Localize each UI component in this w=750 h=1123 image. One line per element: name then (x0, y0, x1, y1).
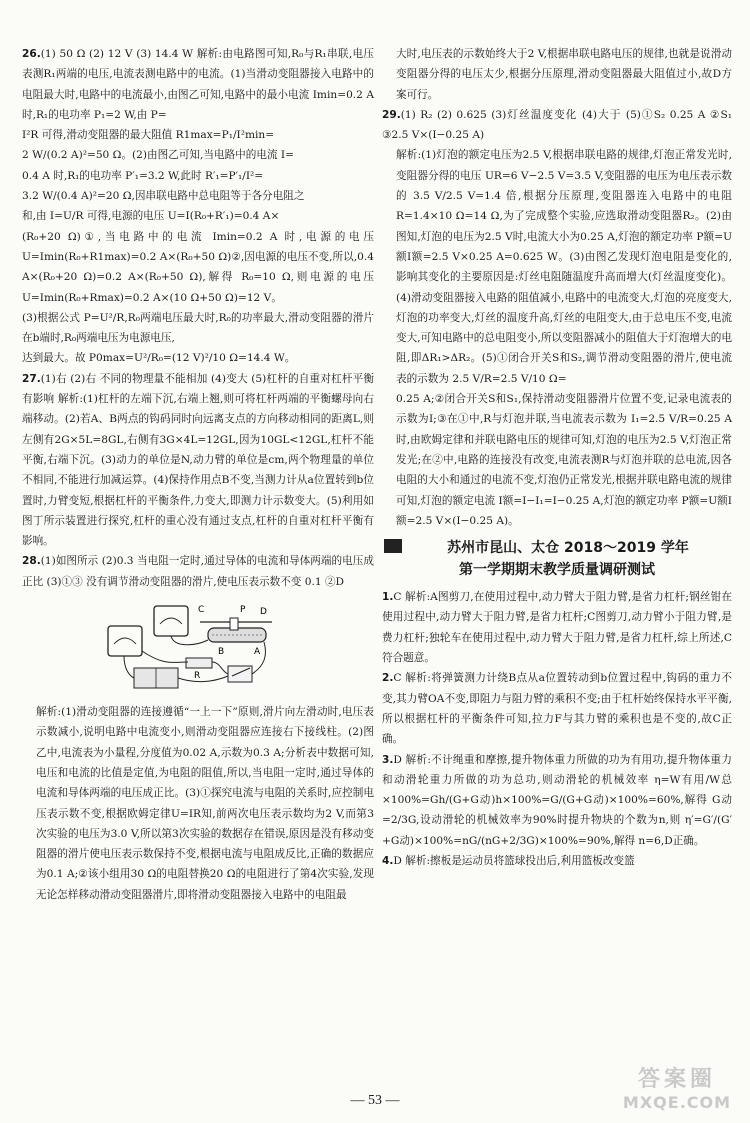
q29-para-1: 解析:(1)灯泡的额定电压为2.5 V,根据串联电路的规律,灯泡正常发光时,变阻器分得的电压 UR=6 V−2.5 V=3.5 V,变阻器的电压为电压表示数的 3.5 V/2.5 V=1.4 倍,根据分压原理,变阻器连入电路中的电阻 R=1.4×10 Ω=14 Ω,为了完成整个实验,应选取滑动变阻器R₂。(2)由图知,灯泡的电压为2.5 V时,电流大小为0.25 A,灯泡的额定功率 P额=U额I额=2.5 V×0.25 A=0.625 W。(3)由图乙发现灯泡电阻是变化的,影响其变化的主要原因是:灯丝电阻随温度升高而增大(灯丝温度变化)。(4)滑动变阻器接入电路的阻值减小,电路中的电流变大,灯泡的亮度变大,灯泡的功率变大,灯丝的温度升高,灯丝的电阻变大,由于总电压不变,电流变大,可知电路中的总电阻变小,所以变阻器减小的阻值大于灯泡增大的电阻,即ΔR₁>ΔR₂。(5)①闭合开关S和S₂,调节滑动变阻器的滑片,使电流表的示数为 2.5 V/R=2.5 V/10 Ω= (396, 149, 732, 385)
question-28 (22, 551, 374, 905)
circuit-diagram-svg (104, 596, 279, 696)
q27-para-0: 27.(1)右 (2)右 不同的物理量不能相加 (4)变大 (5)杠杆的自重对杠杆平衡有影响 解析:(1)杠杆的左端下沉,右端上翘,则可将杠杆两端的平衡螺母向右端移动。(2)若A、B两点的钩码同时向远离支点的方向移动相同的距离L,则左侧有2G×5L=8GL,右侧有3G×4L=12GL,因为10GL<12GL,杠杆不能平衡,右端下沉。(3)动力的单位是N,动力臂的单位是cm,两个物理量的单位不相同,不能进行加减运算。(4)保持作用点B不变,当测力计从a位置转到b位置时,力臂变短,根据杠杆的平衡条件,力变大,即测力计示数变大。(5)利用如图丁所示装置进行探究,杠杆的重心没有通过支点,杠杆的自重对杠杆平衡有影响。 (22, 372, 374, 548)
question-29 (382, 105, 732, 531)
figure-label-r: R (194, 671, 201, 682)
q26-para-5: 和,由 I=U/R 可得,电源的电压 U=I(R₀+R′₁)=0.4 A× (22, 210, 280, 223)
section-mark-icon (384, 539, 402, 553)
answer-1 (382, 587, 732, 668)
section-heading-line2: 第一学期期末教学质量调研测试 (459, 562, 655, 579)
answer-4-text: 4.D 解析:擦板是运动员将篮球投出后,利用篮板改变篮 (382, 854, 635, 867)
answer-1-number: 1. (382, 591, 394, 604)
watermark-line2: MXQE.COM (622, 1093, 732, 1112)
answer-2-text: 2.C 解析:将弹簧测力计绕B点从a位置转动到b位置过程中,钩码的重力不变,其力臂OA不变,即阻力与阻力臂的乘积不变;由于杠杆始终保持水平平衡,所以根据杠杆的平衡条件可知,拉力F与其力臂的乘积也是不变的,故C正确。 (382, 672, 732, 746)
left-column (22, 44, 374, 905)
answer-3 (382, 750, 732, 851)
section-heading (382, 537, 732, 581)
answer-3-text: 3.D 解析:不计绳重和摩擦,提升物体重力所做的功为有用功,提升物体重力和动滑轮重力所做的功为总功,则动滑轮的机械效率 η=W有用/W总×100%=Gh/(G+G动)h×100%=G/(G+G动)×100%=60%,解得 G动=2/3G,设动滑轮的机械效率为90%时提升物块的个数为n,则 η′=G′/(G′+G动)×100%=nG/(nG+2/3G)×100%=90%,解得 n=6,D正确。 (382, 753, 732, 847)
page-number: — 53 — (350, 1093, 400, 1108)
q26-para-6: (R₀+20 Ω)①,当电路中的电流 Imin=0.2 A 时,电源的电压 U=Imin(R₀+R1max)=0.2 A×(R₀+50 Ω)②,因电源的电压不变,所以,0.4 A×(R₀+20 Ω)=0.2 A×(R₀+50 Ω),解得 R₀=10 Ω,则电源的电压 U=Imin(R₀+Rmax)=0.2 A×(10 Ω+50 Ω)=12 V。 (22, 230, 374, 304)
circuit-diagram (104, 596, 279, 696)
q26-para-2: 2 W/(0.2 A)²=50 Ω。(2)由图乙可知,当电路中的电流 I= (22, 149, 294, 162)
q27-number: 27. (22, 372, 41, 385)
right-column (382, 44, 732, 871)
q26-para-4: 3.2 W/(0.4 A)²=20 Ω,因串联电路中总电阻等于各分电阻之 (22, 190, 305, 203)
voltmeter-shape (108, 626, 142, 656)
q28-intro: 28.(1)如图所示 (2)0.3 当电阻一定时,通过导体的电流和导体两端的电压成正比 (3)①③ 没有调节滑动变阻器的滑片,使电压表示数不变 0.1 ②D (22, 555, 374, 588)
answer-4 (382, 851, 732, 871)
q26-number: 26. (22, 48, 41, 60)
question-26 (22, 44, 374, 369)
ammeter-shape (154, 606, 188, 636)
answer-4-number: 4. (382, 854, 394, 867)
q29-para-2: 0.25 A;②闭合开关S和S₁,保持滑动变阻器滑片位置不变,记录电流表的示数为I;③在①中,R与灯泡并联,当电流表示数为 I₁=2.5 V/R=0.25 A时,由欧姆定律和并联电路电压的规律可知,灯泡的电压为2.5 V,灯泡正常发光;在②中,电路的连接没有改变,电流表测R与灯泡并联的总电流,因各电阻的大小和通过的电流不变,灯泡仍正常发光,根据并联电路电流的规律可知,灯泡的额定电流 I额=I−I₁=I−0.25 A,灯泡的额定功率 P额=U额I额=2.5 V×(I−0.25 A)。 (396, 393, 732, 527)
q29-para-0: 29.(1) R₂ (2) 0.625 (3)灯丝温度变化 (4)大于 (5)①S₂ 0.25 A ②S₁ ③2.5 V×(I−0.25 A) (382, 108, 732, 142)
watermark (612, 1067, 742, 1117)
q26-para-3: 0.4 A 时,R₁的电功率 P′₁=3.2 W,此时 R′₁=P′₁/I²= (22, 169, 264, 182)
answer-2-number: 2. (382, 672, 394, 685)
q26-para-8: 达到最大。故 P0max=U²/R₀=(12 V)²/10 Ω=14.4 W。 (22, 352, 296, 365)
q26-para-0: 26.(1) 50 Ω (2) 12 V (3) 14.4 W 解析:由电路图可知,R₀与R₁串联,电压表测R₁两端的电压,电流表测电路中的电流。(1)当滑动变阻器接入电路中的电阻最大时,电路中的电流最小,由图乙可知,电路中的最小电流 Imin=0.2 A 时,R₁的电功率 P₁=2 W,由 P= (22, 48, 374, 121)
q28-analysis-continued: 大时,电压表的示数始终大于2 V,根据串联电路电压的规律,也就是说滑动变阻器分得的电压太少,根据分压原理,滑动变阻器最大阻值过小,故D方案可行。 (396, 48, 732, 101)
q28-number: 28. (22, 555, 41, 568)
figure-label-p: P (240, 605, 246, 616)
q26-para-1: I²R 可得,滑动变阻器的最大阻值 R1max=P₁/I²min= (22, 129, 275, 142)
section-heading-line1: 苏州市昆山、太仓 2018～2019 学年 (447, 540, 689, 557)
q28-analysis: 解析:(1)滑动变阻器的连接遵循“一上一下”原则,滑片向左滑动时,电压表示数减小,说明电路中电流变小,则滑动变阻器应连接右下接线柱。(2)图乙中,电流表为小量程,分度值为0.02 A,示数为0.3 A;分析表中数据可知,电压和电流的比值是定值,为电阻的阻值,所以,当电阻一定时,通过导体的电流和导体两端的电压成正比。(3)①探究电流与电阻的关系时,应控制电压表示数不变,根据欧姆定律U=IR知,前两次电压表示数均为2 V,而第3次实验的电压为3.0 V,所以第3次实验的数据存在错误,原因是没有移动变阻器的滑片使电压表示数保持不变,根据电流与电阻成反比,正确的数据应为0.1 A;②该小组用30 Ω的电阻替换20 Ω的电阻进行了第4次实验,发现无论怎样移动滑动变阻器滑片,即将滑动变阻器接入电路中的电阻最 (36, 706, 374, 901)
figure-label-c: C (198, 605, 205, 616)
resistor-shape (186, 658, 212, 668)
answer-1-text: 1.C 解析:A图剪刀,在使用过程中,动力臂大于阻力臂,是省力杠杆;钢丝钳在使用过程中,动力臂大于阻力臂,是省力杠杆;C图剪刀,动力臂小于阻力臂,是费力杠杆;独轮车在使用过程中,动力臂大于阻力臂,是省力杠杆,综上所述,C符合题意。 (382, 591, 732, 665)
watermark-line1: 答案圈 (637, 1067, 716, 1092)
answer-3-number: 3. (382, 753, 394, 766)
q29-number: 29. (382, 108, 401, 121)
figure-label-d: D (260, 607, 267, 618)
figure-label-b: B (218, 647, 225, 658)
question-27 (22, 369, 374, 552)
figure-label-a: A (254, 647, 261, 658)
answer-2 (382, 668, 732, 749)
question-28-continued (382, 44, 732, 105)
q26-para-7: (3)根据公式 P=U²/R,R₀两端电压最大时,R₀的功率最大,滑动变阻器的滑片在b端时,R₀两端电压为电源电压, (22, 311, 374, 345)
